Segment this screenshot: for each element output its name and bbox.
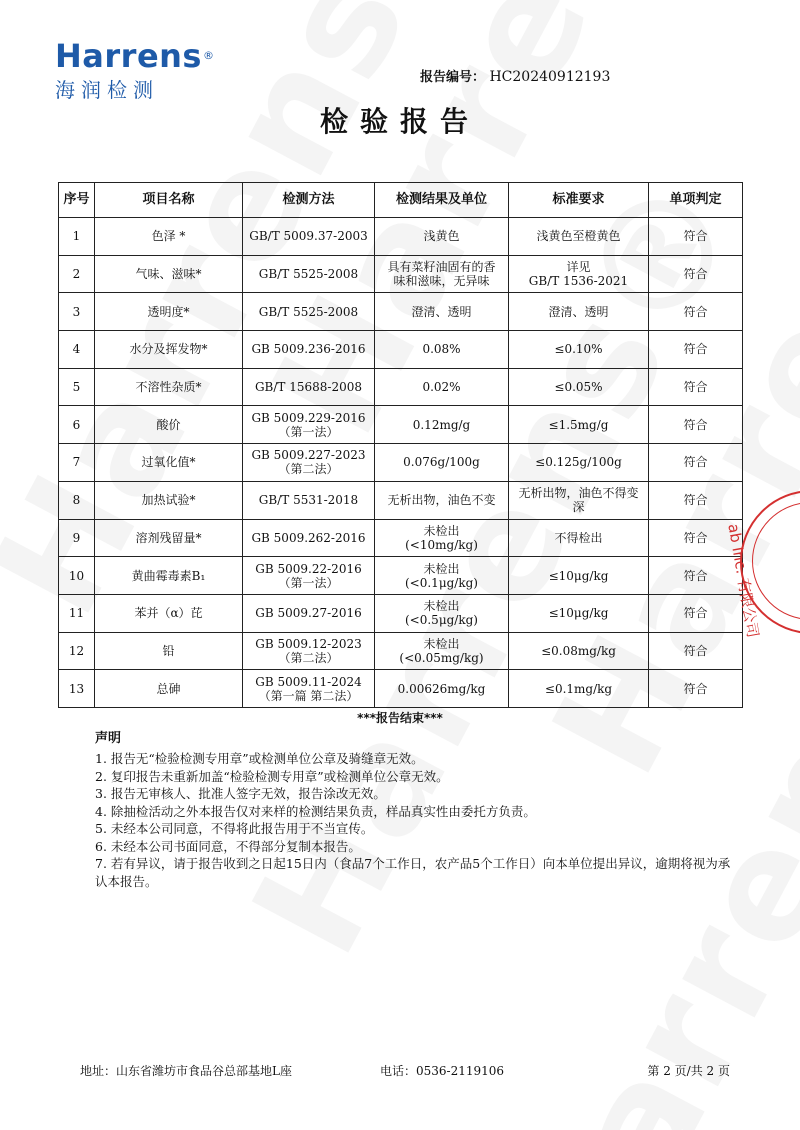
table-row (59, 557, 743, 595)
declaration-item: 2. 复印报告未重新加盖“检验检测专用章”或检测单位公章无效。 (95, 768, 449, 784)
cell-item (95, 368, 243, 406)
cell-item (95, 218, 243, 256)
report-title: 检验报告 (319, 105, 480, 138)
cell-standard-line: ≤10μg/kg (548, 606, 609, 621)
cell-item (95, 594, 243, 632)
cell-result-line: 0.02% (422, 380, 461, 395)
cell-judgement-line: 符合 (683, 568, 708, 583)
cell-item-line: 苯并（α）芘 (134, 606, 203, 621)
cell-method (243, 293, 375, 331)
cell-method (243, 632, 375, 670)
table-row (59, 331, 743, 369)
cell-item (95, 670, 243, 708)
cell-standard (509, 255, 649, 293)
report-number (420, 66, 610, 85)
cell-result (375, 218, 509, 256)
cell-standard-line: ≤0.08mg/kg (541, 643, 616, 658)
cell-judgement-line: 符合 (683, 229, 708, 244)
report-number-value: HC20240912193 (489, 69, 611, 85)
cell-standard-line: 浅黄色至橙黄色 (536, 229, 621, 244)
official-seal (724, 490, 800, 639)
cell-no-line: 12 (68, 643, 85, 658)
cell-result-line: 未检出 (423, 523, 460, 538)
cell-method-line: GB/T 5531-2018 (258, 493, 359, 508)
cell-judgement (649, 481, 743, 519)
cell-judgement-line: 符合 (683, 304, 708, 319)
cell-method (243, 368, 375, 406)
cell-judgement-line: 符合 (683, 681, 708, 696)
cell-no (59, 293, 95, 331)
cell-item-line: 加热试验* (141, 493, 196, 508)
cell-method (243, 557, 375, 595)
cell-judgement-line: 符合 (683, 267, 708, 282)
cell-judgement (649, 406, 743, 444)
cell-judgement-line: 符合 (683, 380, 708, 395)
cell-judgement-line: 符合 (683, 530, 708, 545)
cell-no-line: 13 (68, 681, 85, 696)
cell-result-line: 0.08% (422, 342, 461, 357)
declaration-item: 3. 报告无审核人、批准人签字无效，报告涂改无效。 (95, 786, 386, 801)
cell-judgement (649, 368, 743, 406)
table-row (59, 368, 743, 406)
cell-judgement (649, 557, 743, 595)
cell-result-line: 未检出 (423, 636, 460, 651)
cell-judgement (649, 218, 743, 256)
cell-result-line: (<10mg/kg) (405, 537, 478, 552)
cell-no (59, 670, 95, 708)
table-row (59, 255, 743, 293)
declaration-title: 声明 (95, 731, 122, 746)
cell-method-line: GB 5009.262-2016 (251, 530, 366, 545)
cell-no-line: 9 (72, 530, 81, 545)
cell-method (243, 519, 375, 557)
cell-judgement (649, 594, 743, 632)
cell-item-line: 酸价 (156, 417, 181, 432)
table-row (59, 406, 743, 444)
cell-result (375, 632, 509, 670)
cell-no-line: 5 (72, 380, 81, 395)
logo-chinese: 海润检测 (55, 78, 159, 102)
cell-standard-line: ≤0.1mg/kg (544, 681, 613, 696)
cell-method (243, 481, 375, 519)
cell-standard (509, 594, 649, 632)
cell-no-line: 6 (72, 417, 81, 432)
cell-method-line: GB 5009.236-2016 (251, 342, 366, 357)
col-header-no: 序号 (59, 183, 95, 218)
logo-english: Harrens® (55, 37, 215, 75)
cell-item-line: 铅 (162, 643, 175, 658)
cell-result-line: 味和滋味，无异味 (393, 274, 490, 289)
cell-judgement-line: 符合 (683, 643, 708, 658)
table-row (59, 218, 743, 256)
cell-method-line: GB/T 5525-2008 (258, 267, 359, 282)
cell-no-line: 11 (68, 606, 85, 621)
cell-result (375, 331, 509, 369)
cell-result (375, 406, 509, 444)
cell-result-line: 具有菜籽油固有的香 (387, 260, 496, 275)
cell-judgement-line: 符合 (683, 417, 708, 432)
cell-judgement-line: 符合 (683, 455, 708, 470)
cell-no (59, 218, 95, 256)
cell-no (59, 368, 95, 406)
table-row (59, 519, 743, 557)
cell-standard-line: 无析出物，油色不得变 (518, 486, 639, 501)
cell-method-line: （第一法） (278, 424, 339, 439)
cell-method-line: GB/T 5525-2008 (258, 304, 359, 319)
cell-judgement (649, 632, 743, 670)
seal-inner-ring (752, 502, 800, 620)
cell-item (95, 293, 243, 331)
cell-standard-line: 不得检出 (554, 530, 603, 545)
col-header-standard: 标准要求 (509, 183, 649, 218)
cell-item (95, 331, 243, 369)
cell-standard-line: GB/T 1536-2021 (528, 274, 629, 289)
cell-no-line: 1 (72, 229, 81, 244)
cell-standard (509, 293, 649, 331)
cell-standard (509, 331, 649, 369)
cell-method-line: GB/T 5009.37-2003 (249, 229, 368, 244)
report-number-label: 报告编号： (420, 70, 486, 85)
cell-standard (509, 632, 649, 670)
cell-item-line: 透明度* (147, 304, 190, 319)
cell-method-line: GB 5009.227-2023 (251, 448, 366, 463)
cell-item (95, 444, 243, 482)
cell-item-line: 不溶性杂质* (135, 380, 202, 395)
cell-method (243, 594, 375, 632)
cell-result-line: 未检出 (423, 599, 460, 614)
cell-no (59, 481, 95, 519)
cell-result-line: 无析出物，油色不变 (387, 493, 496, 508)
cell-result (375, 255, 509, 293)
cell-standard-line: ≤0.125g/100g (535, 455, 622, 470)
table-row (59, 594, 743, 632)
cell-method-line: （第二法） (278, 650, 339, 665)
cell-method-line: （第一篇 第二法） (258, 688, 359, 703)
cell-judgement (649, 670, 743, 708)
cell-no-line: 7 (72, 455, 81, 470)
cell-standard (509, 481, 649, 519)
cell-judgement (649, 255, 743, 293)
cell-result (375, 670, 509, 708)
table-row (59, 481, 743, 519)
cell-result (375, 481, 509, 519)
cell-method (243, 444, 375, 482)
cell-no-line: 8 (72, 493, 81, 508)
footer-address: 地址：山东省潍坊市食品谷总部基地L座 (80, 1064, 292, 1078)
cell-item (95, 519, 243, 557)
table-row (59, 670, 743, 708)
cell-method-line: GB 5009.229-2016 (251, 410, 366, 425)
cell-standard (509, 406, 649, 444)
cell-method-line: GB/T 15688-2008 (254, 380, 363, 395)
cell-standard-line: ≤0.10% (554, 342, 603, 357)
cell-method (243, 670, 375, 708)
cell-method-line: GB 5009.27-2016 (255, 606, 362, 621)
cell-judgement-line: 符合 (683, 493, 708, 508)
cell-result (375, 293, 509, 331)
cell-item (95, 406, 243, 444)
cell-no (59, 632, 95, 670)
cell-result-line: (<0.05mg/kg) (399, 650, 484, 665)
col-header-item: 项目名称 (95, 183, 243, 218)
cell-method (243, 255, 375, 293)
declaration-item: 5. 未经本公司同意，不得将此报告用于不当宣传。 (95, 821, 374, 836)
cell-judgement (649, 331, 743, 369)
cell-item-line: 色泽 * (151, 229, 186, 244)
cell-item-line: 溶剂残留量* (135, 530, 202, 545)
results-table (58, 182, 743, 708)
cell-result-line: (<0.5μg/kg) (405, 613, 478, 628)
cell-no-line: 3 (72, 304, 81, 319)
declaration-item: 6. 未经本公司书面同意，不得部分复制本报告。 (95, 838, 361, 854)
cell-standard-line: 深 (572, 500, 585, 515)
cell-item-line: 水分及挥发物* (129, 342, 208, 357)
cell-no (59, 331, 95, 369)
cell-standard-line: 详见 (566, 260, 591, 275)
cell-judgement-line: 符合 (683, 606, 708, 621)
cell-standard-line: 澄清、透明 (548, 304, 609, 319)
cell-no (59, 519, 95, 557)
table-row (59, 444, 743, 482)
cell-no-line: 10 (68, 568, 85, 583)
cell-method-line: （第一法） (278, 575, 339, 590)
cell-item-line: 总砷 (156, 681, 181, 696)
cell-judgement (649, 444, 743, 482)
cell-no-line: 2 (72, 267, 81, 282)
cell-result-line: 0.076g/100g (403, 455, 480, 470)
cell-method-line: GB 5009.22-2016 (255, 561, 362, 576)
footer-phone: 电话：0536-2119106 (380, 1064, 505, 1078)
company-logo (55, 37, 215, 103)
cell-result-line: 0.12mg/g (412, 417, 471, 432)
cell-standard-line: ≤1.5mg/g (548, 417, 609, 432)
cell-standard (509, 519, 649, 557)
table-row (59, 632, 743, 670)
cell-method (243, 406, 375, 444)
cell-item (95, 557, 243, 595)
cell-method-line: GB 5009.12-2023 (255, 636, 362, 651)
col-header-result: 检测结果及单位 (375, 183, 509, 218)
declaration-item: 4. 除抽检活动之外本报告仅对来样的检测结果负责，样品真实性由委托方负责。 (95, 803, 536, 819)
col-header-method: 检测方法 (243, 183, 375, 218)
cell-method-line: GB 5009.11-2024 (255, 674, 362, 689)
cell-method (243, 331, 375, 369)
cell-item (95, 481, 243, 519)
cell-method (243, 218, 375, 256)
cell-standard (509, 368, 649, 406)
cell-standard-line: ≤0.05% (554, 380, 603, 395)
declaration (95, 727, 735, 890)
table-row (59, 293, 743, 331)
table-header-row (59, 183, 743, 218)
cell-judgement (649, 293, 743, 331)
cell-result-line: 浅黄色 (423, 229, 460, 244)
cell-result (375, 368, 509, 406)
cell-standard (509, 444, 649, 482)
cell-standard (509, 670, 649, 708)
footer-page-number: 第 2 页/共 2 页 (647, 1064, 730, 1078)
cell-result (375, 519, 509, 557)
declaration-item: 1. 报告无“检验检测专用章”或检测单位公章及骑缝章无效。 (95, 751, 424, 766)
cell-item-line: 过氧化值* (141, 455, 196, 470)
cell-standard-line: ≤10μg/kg (548, 568, 609, 583)
cell-result-line: (<0.1μg/kg) (405, 575, 478, 590)
cell-item-line: 气味、滋味* (135, 267, 202, 282)
cell-item (95, 255, 243, 293)
cell-standard (509, 557, 649, 595)
seal-text: ab Inc. 有限公司 (724, 522, 763, 639)
cell-method-line: （第二法） (278, 462, 339, 477)
cell-no (59, 406, 95, 444)
cell-standard (509, 218, 649, 256)
cell-result (375, 594, 509, 632)
cell-result (375, 444, 509, 482)
cell-result (375, 557, 509, 595)
cell-no (59, 444, 95, 482)
declaration-item: 7. 若有异议，请于报告收到之日起15日内（食品7个工作日，农产品5个工作日）向本单位提出异议，逾期将视为承认本报告。 (95, 856, 731, 889)
cell-result-line: 未检出 (423, 561, 460, 576)
cell-no (59, 255, 95, 293)
cell-no (59, 594, 95, 632)
cell-item-line: 黄曲霉毒素B₁ (131, 568, 206, 583)
cell-no-line: 4 (72, 342, 81, 357)
cell-no (59, 557, 95, 595)
report-end-mark: ***报告结束*** (357, 711, 443, 725)
cell-item (95, 632, 243, 670)
cell-result-line: 澄清、透明 (411, 304, 472, 319)
cell-judgement-line: 符合 (683, 342, 708, 357)
cell-result-line: 0.00626mg/kg (397, 681, 486, 696)
col-header-judgement: 单项判定 (649, 183, 743, 218)
